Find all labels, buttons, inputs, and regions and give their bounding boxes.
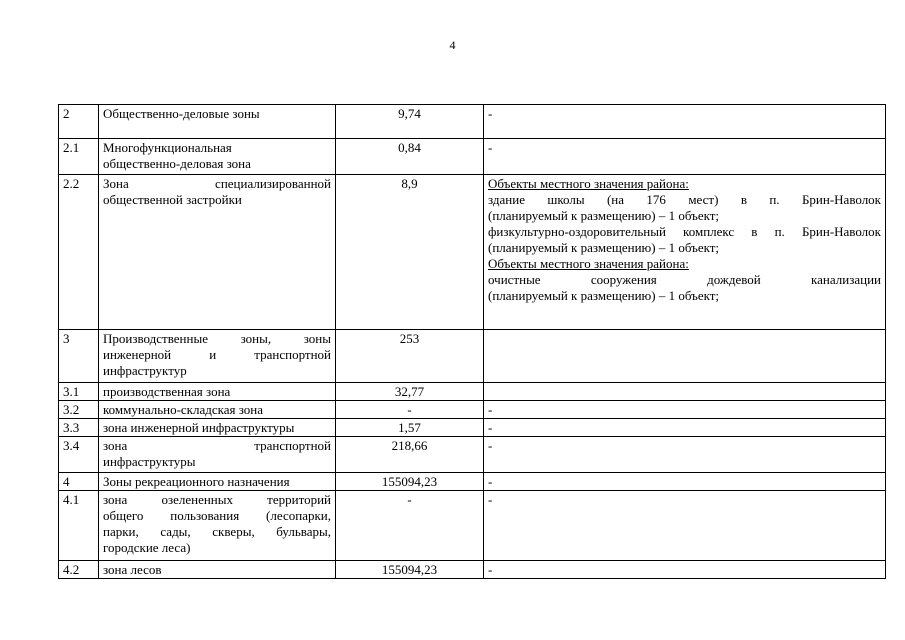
zone-objects (484, 383, 886, 401)
zone-name (99, 383, 336, 401)
zone-name (99, 419, 336, 437)
zone-number: 4.2 (59, 561, 99, 579)
object-line: - (488, 438, 493, 453)
zone-name (99, 491, 336, 561)
zone-name-line: коммунально-складская зона (103, 402, 264, 417)
zone-area: - (336, 491, 484, 561)
object-line: - (488, 492, 493, 507)
zones-table-body (59, 105, 886, 579)
objects-heading: Объекты местного значения района: (488, 176, 689, 191)
object-line: - (488, 106, 493, 121)
zone-area: 155094,23 (336, 561, 484, 579)
object-line: - (488, 402, 493, 417)
zone-name (99, 105, 336, 139)
zone-name-line: инфраструктур (103, 363, 187, 378)
zone-area: 155094,23 (336, 473, 484, 491)
zone-number: 3 (59, 330, 99, 383)
zone-objects (484, 561, 886, 579)
zone-number: 2.2 (59, 175, 99, 330)
zone-name-line: производственная зона (103, 384, 231, 399)
zone-name (99, 437, 336, 473)
zone-name-line: зона транспортной (103, 438, 331, 453)
zone-number: 4.1 (59, 491, 99, 561)
zone-name-line: зона озелененных территорий (103, 492, 331, 507)
zone-area: 0,84 (336, 139, 484, 175)
object-line: - (488, 562, 493, 577)
zone-number: 4 (59, 473, 99, 491)
objects-heading: Объекты местного значения района: (488, 256, 689, 271)
zone-name (99, 473, 336, 491)
table-row (59, 437, 886, 473)
object-line: (планируемый к размещению) – 1 объект; (488, 208, 720, 223)
zone-area: 253 (336, 330, 484, 383)
zone-name-line: Зоны рекреационного назначения (103, 474, 290, 489)
zone-number: 3.1 (59, 383, 99, 401)
zone-name-line: парки, сады, скверы, бульвары, (103, 524, 331, 539)
zone-objects (484, 437, 886, 473)
zone-area: - (336, 401, 484, 419)
object-line: (планируемый к размещению) – 1 объект; (488, 288, 720, 303)
object-line: очистные сооружения дождевой канализации (488, 272, 881, 287)
table-row (59, 105, 886, 139)
zone-name (99, 139, 336, 175)
table-row (59, 401, 886, 419)
table-row (59, 383, 886, 401)
zone-name-line: общественной застройки (103, 192, 242, 207)
table-row (59, 175, 886, 330)
zone-area: 9,74 (336, 105, 484, 139)
zone-number: 2.1 (59, 139, 99, 175)
zone-name-line: Общественно-деловые зоны (103, 106, 260, 121)
zone-name-line: общественно-деловая зона (103, 156, 251, 171)
table-row (59, 561, 886, 579)
zone-name (99, 561, 336, 579)
table-row (59, 419, 886, 437)
zone-objects (484, 473, 886, 491)
table-row (59, 330, 886, 383)
table-row (59, 139, 886, 175)
zone-name-line: Производственные зоны, зоны (103, 331, 331, 346)
zone-area: 1,57 (336, 419, 484, 437)
zone-name-line: городские леса) (103, 540, 191, 555)
zone-objects (484, 175, 886, 330)
zone-objects (484, 139, 886, 175)
zone-area: 8,9 (336, 175, 484, 330)
zone-number: 3.2 (59, 401, 99, 419)
zone-name-line: инженерной и транспортной (103, 347, 331, 362)
zone-number: 2 (59, 105, 99, 139)
zone-area: 218,66 (336, 437, 484, 473)
zone-name-line: общего пользования (лесопарки, (103, 508, 331, 523)
zone-objects (484, 401, 886, 419)
zone-name-line: Многофункциональная (103, 140, 232, 155)
zone-objects (484, 105, 886, 139)
zone-name (99, 330, 336, 383)
zone-objects (484, 330, 886, 383)
zone-name-line: зона лесов (103, 562, 162, 577)
zone-name-line: зона инженерной инфраструктуры (103, 420, 295, 435)
zone-name-line: Зона специализированной (103, 176, 331, 191)
zone-name (99, 175, 336, 330)
zone-area: 32,77 (336, 383, 484, 401)
zones-table (58, 104, 886, 579)
zone-objects (484, 419, 886, 437)
object-line: (планируемый к размещению) – 1 объект; (488, 240, 720, 255)
object-line: - (488, 474, 493, 489)
object-line: физкультурно-оздоровительный комплекс в п. Брин-Наволок (488, 224, 881, 239)
table-row (59, 473, 886, 491)
zone-objects (484, 491, 886, 561)
object-line: - (488, 420, 493, 435)
zone-name (99, 401, 336, 419)
object-line: здание школы (на 176 мест) в п. Брин-Наволок (488, 192, 881, 207)
page-number: 4 (449, 38, 456, 52)
zone-name-line: инфраструктуры (103, 454, 196, 469)
table-row (59, 491, 886, 561)
zone-number: 3.4 (59, 437, 99, 473)
zone-number: 3.3 (59, 419, 99, 437)
object-line: - (488, 140, 493, 155)
